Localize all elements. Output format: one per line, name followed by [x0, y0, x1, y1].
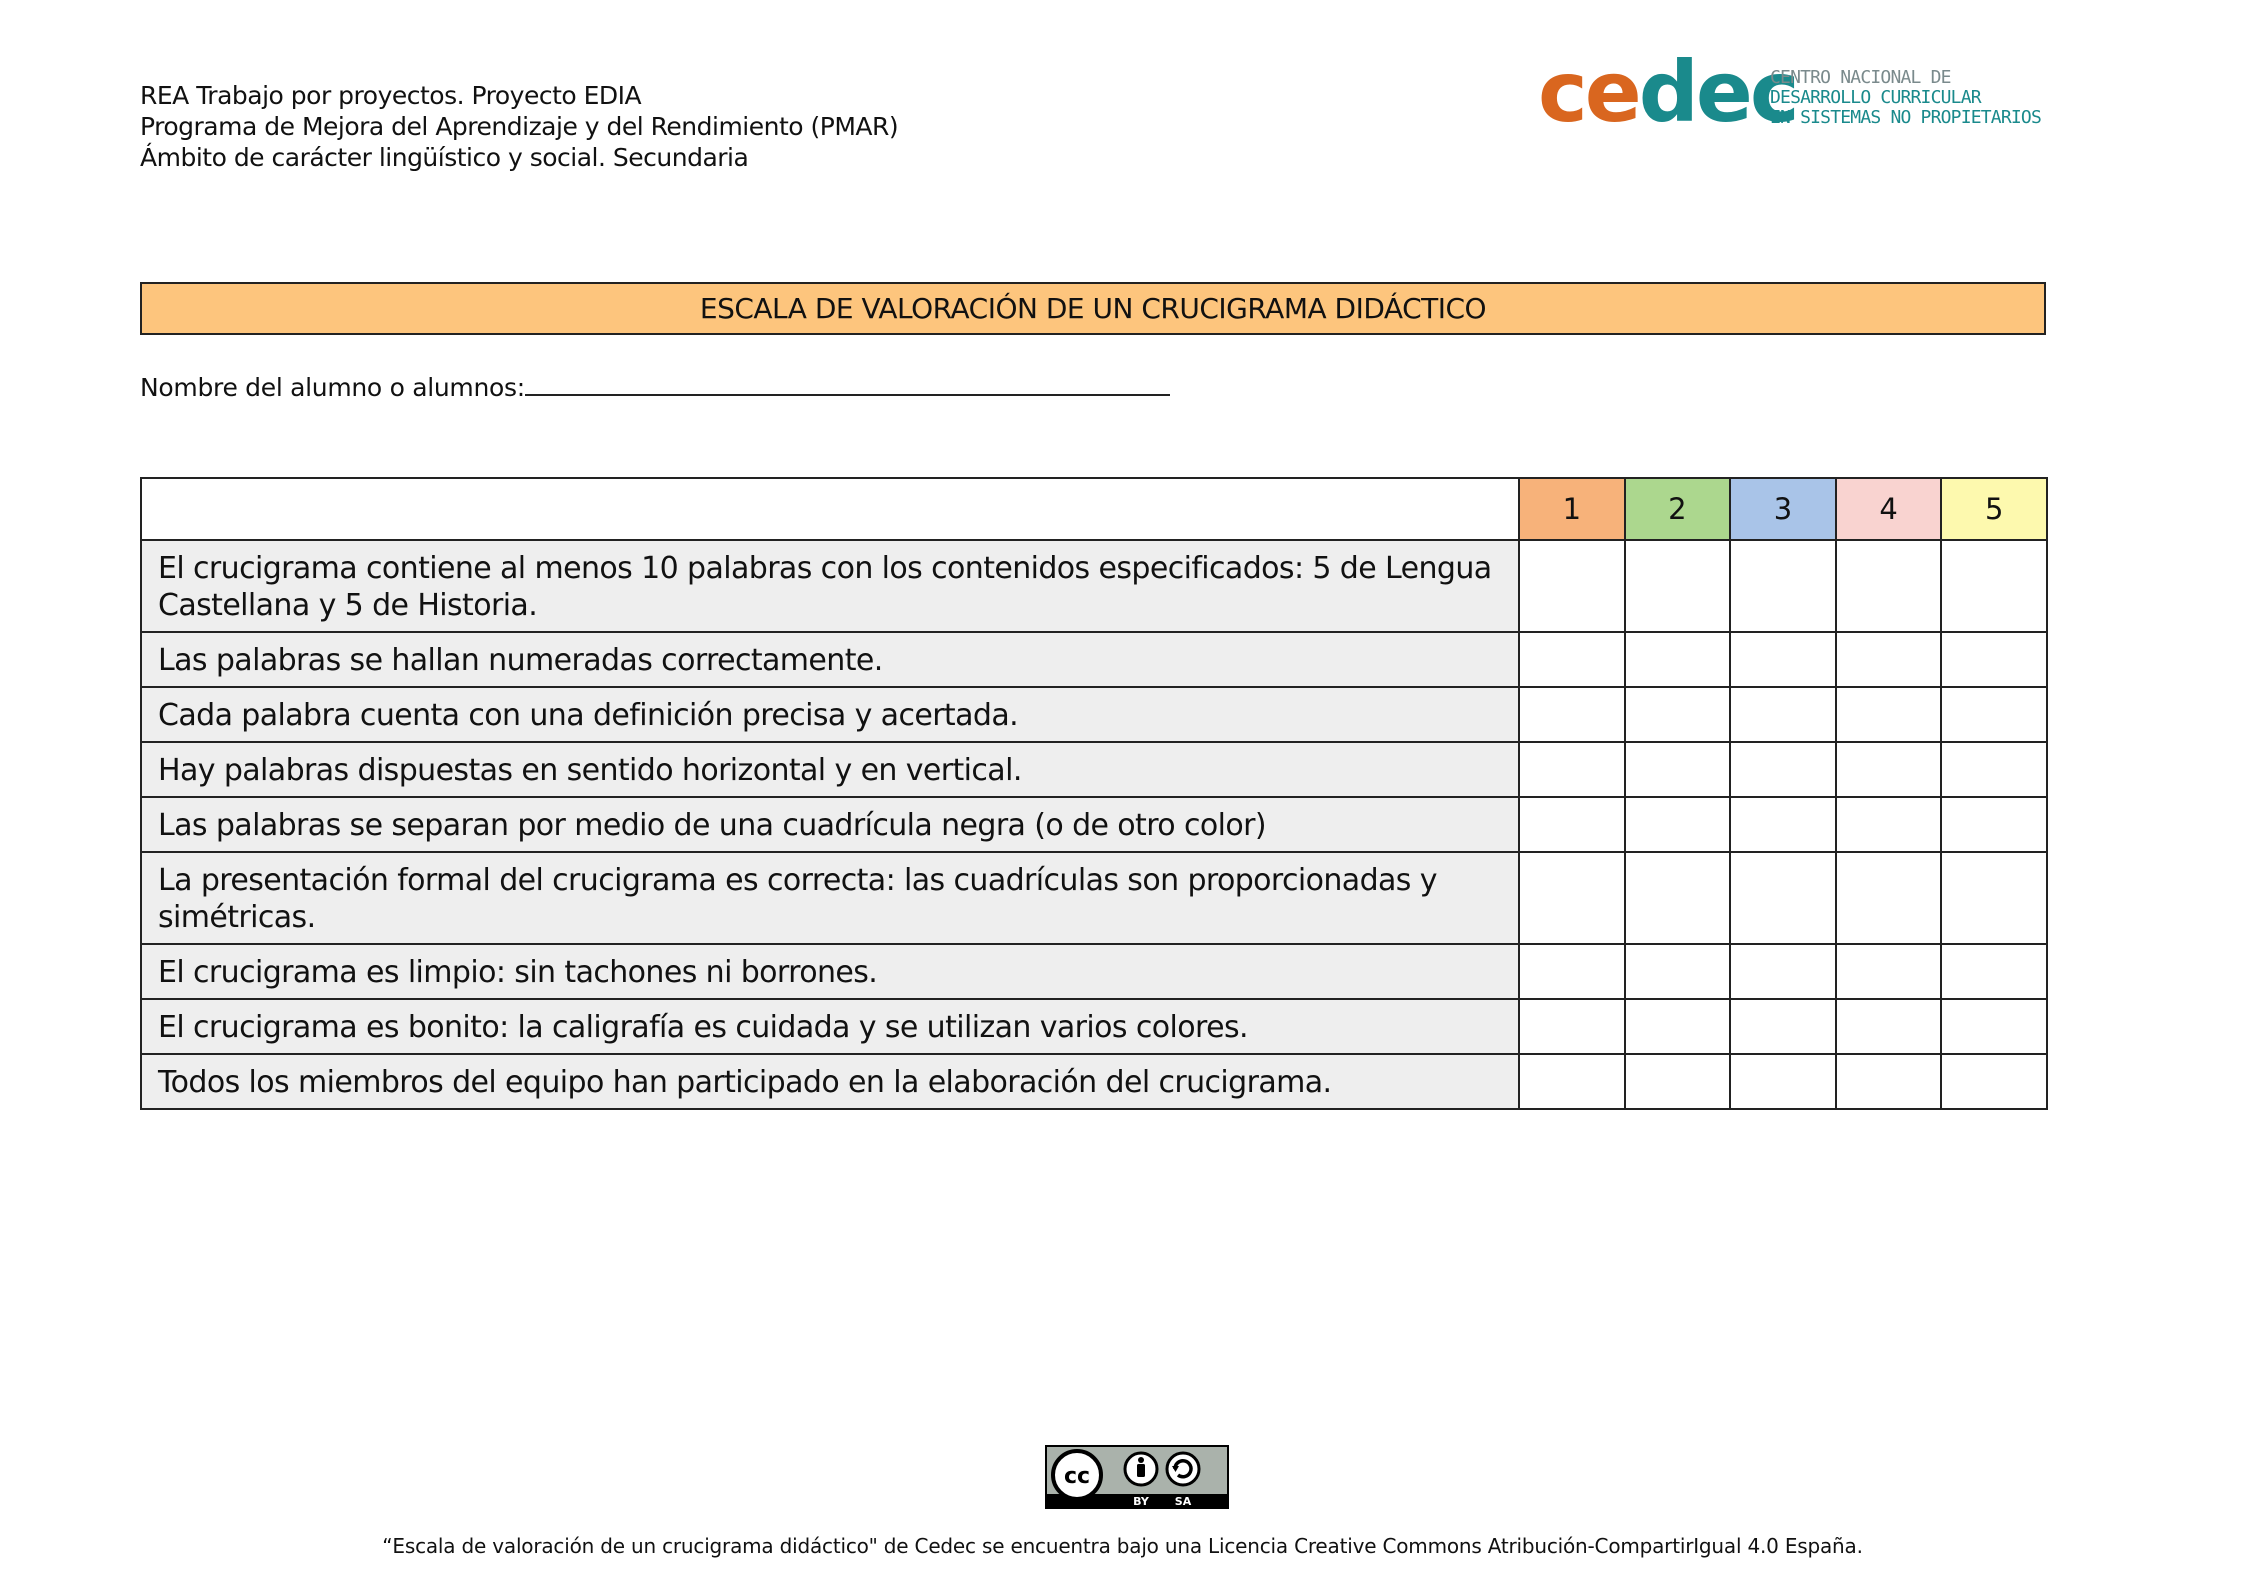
license-footer: “Escala de valoración de un crucigrama didáctico" de Cedec se encuentra bajo una Licencia Creative Commons Atribución-CompartirIgual 4.0 España. [382, 1534, 1863, 1558]
cedec-logo-tagline [1770, 68, 2041, 128]
table-row [141, 797, 2047, 852]
cedec-logo-word [1538, 42, 1797, 142]
table-row [141, 1054, 2047, 1109]
score-cell-2[interactable] [1625, 687, 1731, 742]
score-cell-2[interactable] [1625, 999, 1731, 1054]
score-cell-5[interactable] [1941, 540, 2047, 632]
table-row [141, 999, 2047, 1054]
student-name-field[interactable] [140, 372, 1170, 402]
score-header-3: 3 [1730, 478, 1836, 540]
criterion-text: Hay palabras dispuestas en sentido horizontal y en vertical. [141, 742, 1519, 797]
logo-tag-line1: CENTRO NACIONAL DE [1770, 67, 1951, 88]
score-cell-4[interactable] [1836, 742, 1942, 797]
table-row [141, 742, 2047, 797]
score-cell-1[interactable] [1519, 687, 1625, 742]
badge-sa-label: SA [1174, 1495, 1192, 1508]
criterion-text: Las palabras se hallan numeradas correctamente. [141, 632, 1519, 687]
score-cell-4[interactable] [1836, 944, 1942, 999]
student-name-label: Nombre del alumno o alumnos: [140, 373, 525, 402]
score-cell-1[interactable] [1519, 999, 1625, 1054]
score-cell-2[interactable] [1625, 632, 1731, 687]
criterion-text: El crucigrama es limpio: sin tachones ni borrones. [141, 944, 1519, 999]
header-line-scope: Ámbito de carácter lingüístico y social. Secundaria [140, 143, 749, 172]
score-cell-3[interactable] [1730, 687, 1836, 742]
score-header-1: 1 [1519, 478, 1625, 540]
score-cell-3[interactable] [1730, 540, 1836, 632]
cc-by-sa-badge[interactable] [1045, 1445, 1229, 1509]
score-cell-3[interactable] [1730, 999, 1836, 1054]
score-header-4: 4 [1836, 478, 1942, 540]
score-cell-3[interactable] [1730, 852, 1836, 944]
student-name-blank[interactable] [525, 372, 1170, 396]
score-cell-3[interactable] [1730, 797, 1836, 852]
score-cell-4[interactable] [1836, 1054, 1942, 1109]
score-cell-2[interactable] [1625, 944, 1731, 999]
score-header-2: 2 [1625, 478, 1731, 540]
score-cell-1[interactable] [1519, 742, 1625, 797]
header-line-program: Programa de Mejora del Aprendizaje y del Rendimiento (PMAR) [140, 112, 899, 141]
attribution-icon [1125, 1453, 1157, 1485]
table-row [141, 852, 2047, 944]
criterion-text: El crucigrama contiene al menos 10 palabras con los contenidos especificados: 5 de Lengua Castellana y 5 de Historia. [141, 540, 1519, 632]
score-cell-2[interactable] [1625, 742, 1731, 797]
logo-word-orange: ce [1538, 43, 1639, 141]
score-cell-4[interactable] [1836, 632, 1942, 687]
score-cell-4[interactable] [1836, 797, 1942, 852]
cedec-logo [1538, 43, 2041, 141]
criterion-text: El crucigrama es bonito: la caligrafía es cuidada y se utilizan varios colores. [141, 999, 1519, 1054]
score-cell-5[interactable] [1941, 999, 2047, 1054]
logo-word-teal: dec [1638, 43, 1797, 141]
score-cell-1[interactable] [1519, 797, 1625, 852]
header-line-project: REA Trabajo por proyectos. Proyecto EDIA [140, 81, 642, 110]
score-cell-4[interactable] [1836, 999, 1942, 1054]
criterion-text: Cada palabra cuenta con una definición precisa y acertada. [141, 687, 1519, 742]
criterion-text: Las palabras se separan por medio de una cuadrícula negra (o de otro color) [141, 797, 1519, 852]
share-alike-icon [1167, 1453, 1199, 1485]
score-cell-1[interactable] [1519, 852, 1625, 944]
criterion-text: Todos los miembros del equipo han participado en la elaboración del crucigrama. [141, 1054, 1519, 1109]
score-cell-1[interactable] [1519, 540, 1625, 632]
score-cell-2[interactable] [1625, 540, 1731, 632]
score-cell-2[interactable] [1625, 1054, 1731, 1109]
score-cell-1[interactable] [1519, 1054, 1625, 1109]
logo-tag-line2: DESARROLLO CURRICULAR [1770, 87, 1981, 108]
cc-icon [1053, 1451, 1101, 1499]
score-cell-5[interactable] [1941, 852, 2047, 944]
rating-scale-table [140, 477, 2048, 1110]
score-header-5: 5 [1941, 478, 2047, 540]
score-cell-5[interactable] [1941, 1054, 2047, 1109]
score-cell-1[interactable] [1519, 632, 1625, 687]
score-cell-5[interactable] [1941, 687, 2047, 742]
criterion-text: La presentación formal del crucigrama es correcta: las cuadrículas son proporcionadas y simétricas. [141, 852, 1519, 944]
score-cell-3[interactable] [1730, 1054, 1836, 1109]
score-cell-5[interactable] [1941, 797, 2047, 852]
score-cell-1[interactable] [1519, 944, 1625, 999]
table-row [141, 944, 2047, 999]
score-cell-5[interactable] [1941, 944, 2047, 999]
table-header-row [141, 478, 2047, 540]
score-cell-4[interactable] [1836, 540, 1942, 632]
score-cell-3[interactable] [1730, 632, 1836, 687]
page-title: ESCALA DE VALORACIÓN DE UN CRUCIGRAMA DIDÁCTICO [140, 282, 2046, 335]
document-header [140, 80, 898, 173]
score-cell-5[interactable] [1941, 742, 2047, 797]
table-row [141, 540, 2047, 632]
score-cell-3[interactable] [1730, 742, 1836, 797]
svg-text:cc: cc [1063, 1464, 1091, 1489]
criteria-header-cell [141, 478, 1519, 540]
score-cell-3[interactable] [1730, 944, 1836, 999]
table-row [141, 632, 2047, 687]
score-cell-4[interactable] [1836, 852, 1942, 944]
badge-by-label: BY [1133, 1495, 1149, 1508]
score-cell-2[interactable] [1625, 852, 1731, 944]
score-cell-2[interactable] [1625, 797, 1731, 852]
table-row [141, 687, 2047, 742]
score-cell-5[interactable] [1941, 632, 2047, 687]
logo-tag-line3: EN SISTEMAS NO PROPIETARIOS [1770, 107, 2041, 128]
score-cell-4[interactable] [1836, 687, 1942, 742]
